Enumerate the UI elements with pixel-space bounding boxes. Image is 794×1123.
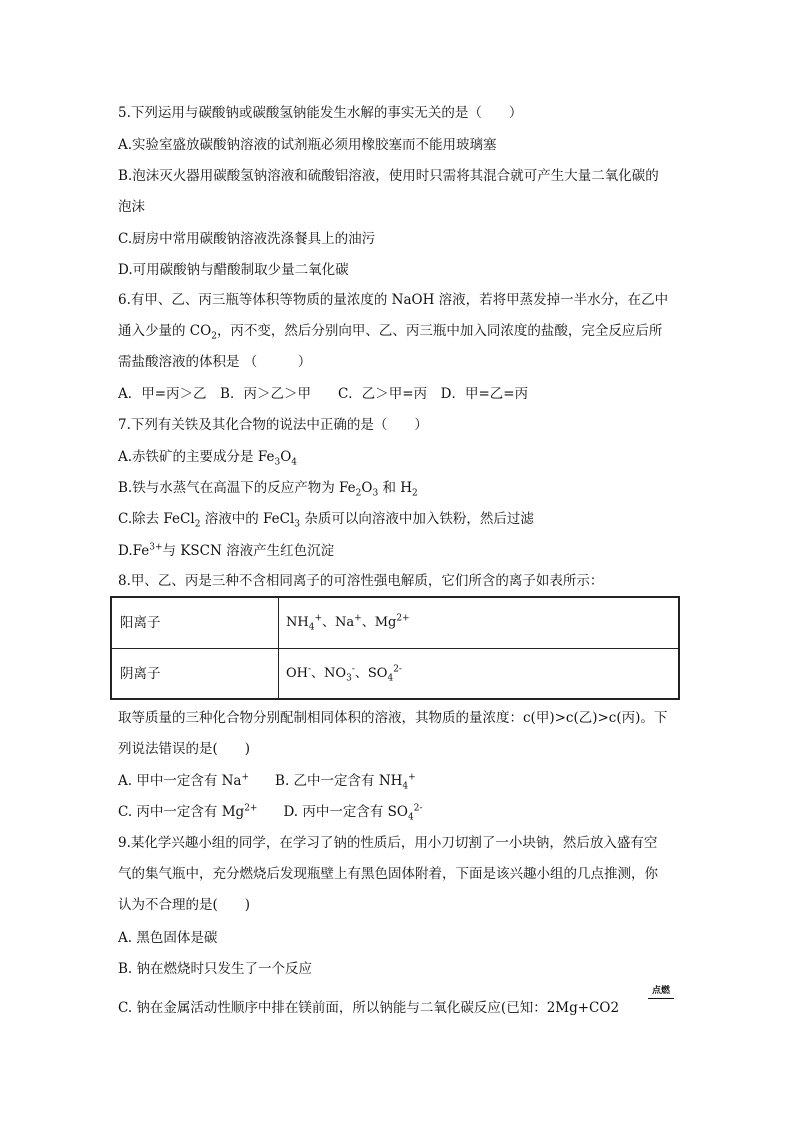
cation-values: $NH_4^+$、Na+、$Mg^{2+}$: [286, 613, 410, 633]
q6-stem-line3: 需盐酸溶液的体积是 （ ）: [118, 354, 312, 370]
q5-stem: 5.下列运用与碳酸钠或碳酸氢钠能发生水解的事实无关的是（ ）: [118, 105, 523, 121]
reaction-arrow-bar: [648, 998, 674, 999]
q7-option-a: A.赤铁矿的主要成分是 $Fe_3O_4$: [118, 449, 297, 468]
q7-option-b: B.铁与水蒸气在高温下的反应产物为 $Fe_2O_3$ 和 $H_2$: [118, 480, 418, 499]
q9-option-c: C. 钠在金属活动性顺序中排在镁前面，所以钠能与二氧化碳反应(已知：2Mg+CO2: [118, 1000, 620, 1016]
q8-stem: 8.甲、乙、丙是三种不含相同离子的可溶性强电解质，它们所含的离子如表所示：: [118, 573, 604, 589]
q8-option-a: A. 甲中一定含有 Na+: [118, 772, 250, 789]
q6-stem-line2: 通入少量的 $CO_2$，丙不变，然后分别向甲、乙、丙三瓶中加入同浓度的盐酸，完全反应后所: [118, 323, 663, 342]
ion-table-row-anion: [112, 649, 678, 699]
q5-option-d: D.可用碳酸钠与醋酸制取少量二氧化碳: [118, 262, 349, 278]
reaction-condition: [648, 986, 674, 999]
q5-option-c: C.厨房中常用碳酸钠溶液洗涤餐具上的油污: [118, 231, 376, 247]
q8-options-cd: [118, 803, 688, 821]
q8-option-c: C. 丙中一定含有 $Mg^{2+}$: [118, 803, 258, 820]
condition-label: 点燃: [651, 986, 670, 996]
q9-option-a: A. 黑色固体是碳: [118, 930, 218, 946]
q7-stem: 7.下列有关铁及其化合物的说法中正确的是（ ）: [118, 417, 428, 433]
q7-option-d: $D.Fe^{3+}$与 KSCN 溶液产生红色沉淀: [118, 542, 335, 559]
q9-option-b: B. 钠在燃烧时只发生了一个反应: [118, 961, 313, 977]
q5-option-b-line2: 泡沫: [118, 199, 145, 215]
q9-stem-line2: 气的集气瓶中，充分燃烧后发现瓶壁上有黑色固体附着，下面是该兴趣小组的几点推测，你: [118, 866, 658, 882]
ion-table: [110, 596, 680, 700]
q8-options-ab: [118, 772, 688, 790]
anion-values: OH-、$NO_3^-$、$SO_4^{2-}$: [286, 664, 402, 684]
q7-option-c: C.除去 FeCl$_2$ 溶液中的 FeCl$_3$ 杂质可以向溶液中加入铁粉，然后过滤: [118, 511, 534, 530]
ion-table-row-cation: [112, 598, 678, 649]
q6-stem-line1: 6.有甲、乙、丙三瓶等体积等物质的量浓度的 NaOH 溶液，若将甲蒸发掉一半水分，在乙中: [118, 292, 669, 308]
q9-stem-line3: 认为不合理的是( ): [118, 897, 251, 913]
q8-text-line2: 取等质量的三种化合物分别配制相同体积的溶液，其物质的量浓度：c(甲)>c(乙)>c(丙)。下: [118, 710, 668, 726]
q8-option-b: B. 乙中一定含有 $NH_4^+$: [275, 772, 416, 792]
q8-text-line3: 列说法错误的是( ): [118, 741, 251, 757]
q6-options: A．甲=丙＞乙 B．丙＞乙＞甲 C．乙＞甲=丙 D．甲=乙=丙: [118, 386, 529, 402]
q8-option-d: D. 丙中一定含有 $SO_4^{2-}$: [283, 803, 423, 823]
cation-label: 阳离子: [112, 598, 279, 648]
q5-option-b-line1: B.泡沫灭火器用碳酸氢钠溶液和硫酸铝溶液，使用时只需将其混合就可产生大量二氧化碳的: [118, 168, 659, 184]
q5-option-a: A.实验室盛放碳酸钠溶液的试剂瓶必须用橡胶塞而不能用玻璃塞: [118, 137, 497, 153]
q9-stem-line1: 9.某化学兴趣小组的同学，在学习了钠的性质后，用小刀切割了一小块钠，然后放入盛有空: [118, 835, 658, 851]
anion-label: 阴离子: [112, 649, 279, 699]
